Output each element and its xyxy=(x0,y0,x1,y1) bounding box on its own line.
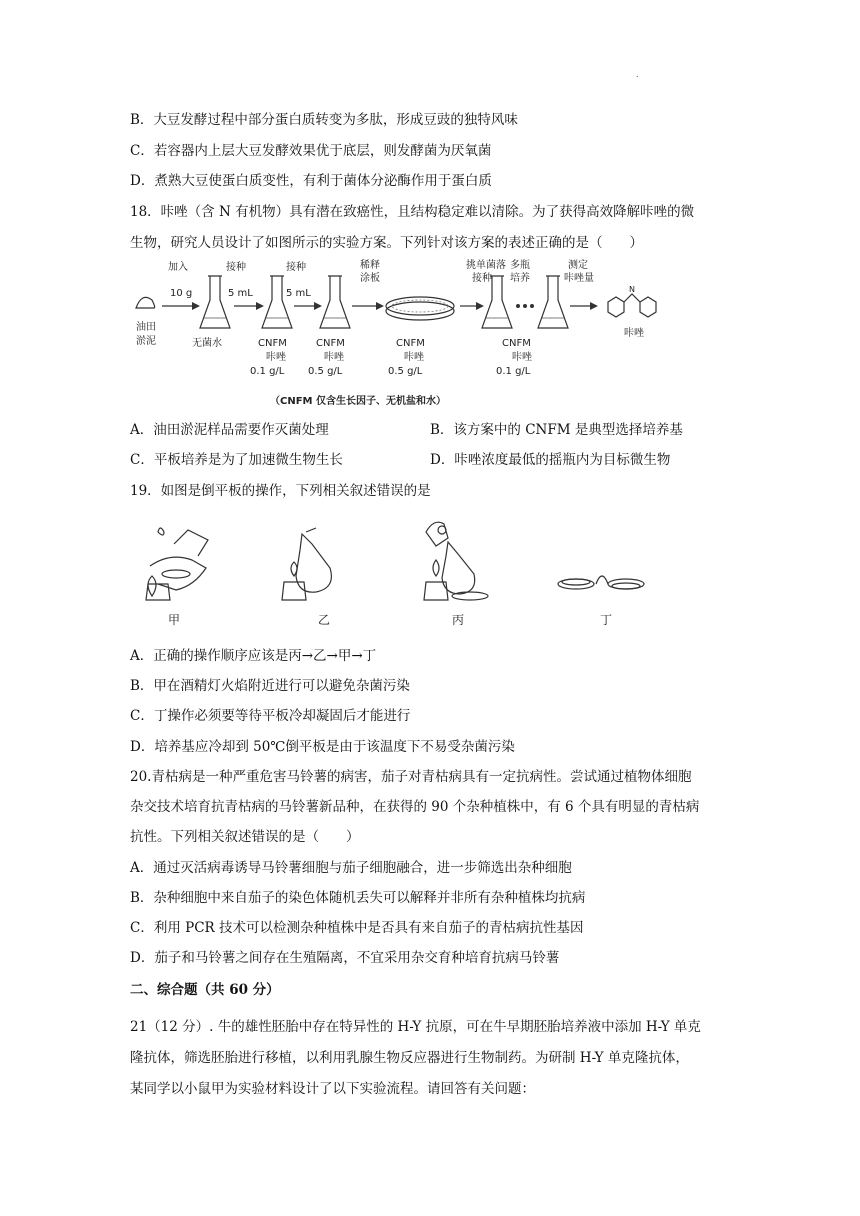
q20-option-a: A．通过灭活病毒诱导马铃薯细胞与茄子细胞融合，进一步筛选出杂种细胞 xyxy=(130,860,572,876)
product-label: 咔唑 xyxy=(624,328,644,339)
vessel4-conc-1: 咔唑 xyxy=(404,352,424,363)
section-heading: 二、综合题（共 60 分） xyxy=(130,982,280,998)
vessel5-conc-2: 0.1 g/L xyxy=(496,366,531,377)
q20-option-c: C．利用 PCR 技术可以检测杂种植株中是否具有来自茄子的青枯病抗性基因 xyxy=(130,920,584,936)
step-multi-label-2: 培养 xyxy=(510,273,530,284)
sample-label-2: 淤泥 xyxy=(136,336,156,347)
alcohol-lamp-icon xyxy=(146,528,170,600)
q18-option-a: A．油田淤泥样品需要作灭菌处理 xyxy=(130,422,329,438)
step-inoculate2-label: 接种 xyxy=(286,262,306,273)
step-inoculate1-label: 接种 xyxy=(226,262,246,273)
vessel3-conc-2: 0.5 g/L xyxy=(308,366,343,377)
q20-option-b: B．杂种细胞中来自茄子的染色体随机丢失可以解释并非所有杂种植株均抗病 xyxy=(130,890,586,906)
q17-option-b: B．大豆发酵过程中部分蛋白质转变为多肽，形成豆豉的独特风味 xyxy=(130,112,518,128)
header-mark: . xyxy=(636,70,639,79)
sample-label-1: 油田 xyxy=(136,322,156,333)
vessel3-conc-1: 咔唑 xyxy=(324,352,344,363)
q18-option-c: C．平板培养是为了加速微生物生长 xyxy=(130,452,343,468)
step-add-label: 加入 xyxy=(168,262,188,273)
q21-line1: 21（12 分）. 牛的雄性胚胎中存在特异性的 H-Y 抗原，可在牛早期胚胎培养液中添加 H-Y 单克 xyxy=(130,1019,701,1035)
q21-line3: 某同学以小鼠甲为实验材料设计了以下实验流程。请回答有关问题： xyxy=(130,1081,535,1097)
inverted-plates-icon xyxy=(558,576,644,589)
vessel5-conc-1: 咔唑 xyxy=(512,352,532,363)
hand-pouring-icon xyxy=(150,530,208,590)
q19-option-b: B．甲在酒精灯火焰附近进行可以避免杂菌污染 xyxy=(130,678,410,694)
flask-icon xyxy=(262,276,292,328)
q17-option-c: C．若容器内上层大豆发酵效果优于底层，则发酵菌为厌氧菌 xyxy=(130,143,492,159)
q19-option-d: D．培养基应冷却到 50℃倒平板是由于该温度下不易受杂菌污染 xyxy=(130,739,515,755)
ellipsis-icon xyxy=(516,304,520,308)
q18-option-d: D．咔唑浓度最低的摇瓶内为目标微生物 xyxy=(430,452,671,468)
q18-experiment-figure xyxy=(130,256,690,416)
step-pick-label-1: 挑单菌落 xyxy=(466,260,506,271)
q20-stem-line1: 20.青枯病是一种严重危害马铃薯的病害，茄子对青枯病具有一定抗病性。尝试通过植物体细胞 xyxy=(130,769,692,785)
petri-dish-icon xyxy=(452,592,488,600)
step-measure-label-1: 测定 xyxy=(568,260,588,271)
step-dilute-label-2: 涂板 xyxy=(360,273,380,284)
step-pick-label-2: 接种 xyxy=(472,273,492,284)
flask-icon xyxy=(200,276,230,328)
q19-option-a: A．正确的操作顺序应该是丙→乙→甲→丁 xyxy=(130,648,377,664)
vessel4-label: CNFM xyxy=(396,338,425,349)
label-ding: 丁 xyxy=(600,613,613,627)
q19-stem: 19．如图是倒平板的操作，下列相关叙述错误的是 xyxy=(130,483,431,499)
hand-holding-plug-icon xyxy=(426,522,448,546)
step-multi-label-1: 多瓶 xyxy=(510,260,530,271)
q19-pour-plate-figure xyxy=(130,510,650,630)
nitrogen-atom-label: N xyxy=(629,285,635,294)
step-dilute-label-1: 稀释 xyxy=(360,260,380,271)
amount-10g-label: 10 g xyxy=(170,288,193,299)
vessel3-label: CNFM xyxy=(316,338,345,349)
label-yi: 乙 xyxy=(318,613,331,627)
amount-5ml-1-label: 5 mL xyxy=(228,288,253,299)
alcohol-lamp-icon xyxy=(282,562,306,600)
q18-stem-line1: 18．咔唑（含 N 有机物）具有潜在致癌性，且结构稳定难以清除。为了获得高效降解咔唑的微 xyxy=(130,204,695,220)
q20-option-d: D．茄子和马铃薯之间存在生殖隔离，不宜采用杂交育种培育抗病马铃薯 xyxy=(130,950,560,966)
arrow-icon xyxy=(192,302,200,310)
petri-dish-icon xyxy=(386,297,454,320)
amount-5ml-2-label: 5 mL xyxy=(286,288,311,299)
flask-icon xyxy=(320,276,350,328)
label-bing: 丙 xyxy=(452,613,465,627)
carbazole-structure-icon xyxy=(608,294,656,317)
step-measure-label-2: 咔唑量 xyxy=(564,273,594,284)
vessel2-conc-2: 0.1 g/L xyxy=(250,366,285,377)
sludge-sample-icon xyxy=(136,297,155,308)
vessel1-label: 无菌水 xyxy=(192,338,222,349)
q21-line2: 隆抗体，筛选胚胎进行移植，以利用乳腺生物反应器进行生物制药。为研制 H-Y 单克隆抗体， xyxy=(130,1050,689,1066)
q18-stem-line2: 生物，研究人员设计了如图所示的实验方案。下列针对该方案的表述正确的是（ ） xyxy=(130,235,643,251)
vessel4-conc-2: 0.5 g/L xyxy=(388,366,423,377)
q18-option-b: B．该方案中的 CNFM 是典型选择培养基 xyxy=(430,422,683,438)
q19-option-c: C．丁操作必须要等待平板冷却凝固后才能进行 xyxy=(130,708,411,724)
vessel2-label: CNFM xyxy=(258,338,287,349)
vessel5-label: CNFM xyxy=(502,338,531,349)
vessel2-conc-1: 咔唑 xyxy=(266,352,286,363)
q20-stem-line3: 抗性。下列相关叙述错误的是（ ） xyxy=(130,829,360,845)
q17-option-d: D．煮熟大豆使蛋白质变性，有利于菌体分泌酶作用于蛋白质 xyxy=(130,173,492,189)
label-jia: 甲 xyxy=(168,613,181,627)
q20-stem-line2: 杂交技术培育抗青枯病的马铃薯新品种，在获得的 90 个杂种植株中，有 6 个具有明显的青枯病 xyxy=(130,799,700,815)
figure-caption: （CNFM 仅含生长因子、无机盐和水） xyxy=(270,396,446,407)
